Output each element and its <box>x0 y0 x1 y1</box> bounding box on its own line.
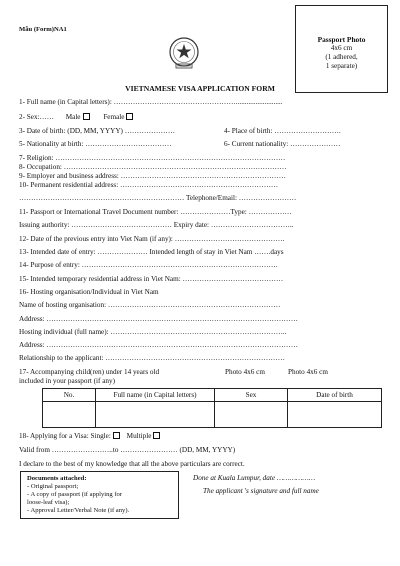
nationality-at-birth-field[interactable]: 5- Nationality at birth: ……………………………… <box>19 140 172 148</box>
signature-caption: The applicant 's signature and full name <box>203 487 319 495</box>
table-cell[interactable] <box>288 402 382 428</box>
national-emblem-icon <box>167 36 201 72</box>
residential-address-field[interactable]: 10- Permanent residential address: ………………………………………………………… <box>19 181 279 189</box>
col-header-sex: Sex <box>215 389 288 402</box>
valid-period-field[interactable]: Valid from ……………………..to …………………… (DD, MM, YYYY) <box>19 446 236 454</box>
table-cell[interactable] <box>43 402 96 428</box>
hosting-individual-address-field[interactable]: Address: …………………………………………………………………………………………… <box>19 341 298 349</box>
female-label: Female <box>103 113 125 121</box>
table-row <box>43 402 382 428</box>
single-checkbox[interactable] <box>113 432 120 439</box>
child-photo-label-1: Photo 4x6 cm <box>225 368 265 376</box>
photo-box-title: Passport Photo <box>317 35 366 44</box>
passport-photo-box <box>295 5 388 93</box>
visa-type-label: 18- Applying for a Visa: Single: <box>19 432 111 440</box>
current-nationality-field[interactable]: 6- Current nationality: ………………… <box>224 140 341 148</box>
declaration-text: I declare to the best of my knowledge that all the above particulars are correct. <box>19 460 245 468</box>
hosting-individual-field[interactable]: Hosting individual (full name): ……………………………………………………………….. <box>19 328 287 336</box>
intended-entry-field[interactable]: 13- Intended date of entry: ………………… Intended length of stay in Viet Nam …….days <box>19 248 284 256</box>
previous-entry-field[interactable]: 12- Date of the previous entry into Viet Nam (if any): ………………………………………. <box>19 235 285 243</box>
sex-label: 2- Sex:…… <box>19 113 54 121</box>
employer-field[interactable]: 9- Employer and business address: …………………………………………………………… <box>19 172 286 180</box>
child-photo-label-2: Photo 4x6 cm <box>288 368 328 376</box>
place-of-birth-field[interactable]: 4- Place of birth: ………………………. <box>224 127 341 135</box>
multiple-checkbox[interactable] <box>153 432 160 439</box>
signature-place-date[interactable]: Done at Kuala Lumpur, date ……………… <box>193 474 316 482</box>
children-table <box>42 388 382 428</box>
temporary-address-field[interactable]: 15- Intended temporary residential address in Viet Nam: …………………………………… <box>19 275 284 283</box>
purpose-of-entry-field[interactable]: 14- Purpose of entry: ………………………………………………………………………. <box>19 261 278 269</box>
telephone-email-field[interactable]: …………………………………………………………… Telephone/Email: …………………… <box>19 194 297 202</box>
passport-number-field[interactable]: 11- Passport or International Travel Document number: …………………Type: ……………… <box>19 208 292 216</box>
col-header-full-name: Full name (in Capital letters) <box>96 389 215 402</box>
male-checkbox[interactable] <box>83 113 90 120</box>
documents-title: Documents attached: <box>27 475 87 482</box>
page-title: VIETNAMESE VISA APPLICATION FORM <box>125 84 275 93</box>
sex-field <box>19 113 133 122</box>
relationship-field[interactable]: Relationship to the applicant: ………………………………………………………………… <box>19 354 285 362</box>
occupation-field[interactable]: 8- Occupation: ………………………………………………………………………………… <box>19 163 287 171</box>
photo-box-note-1: (1 adhered, <box>325 53 358 61</box>
photo-box-note-2: 1 separate) <box>325 62 358 70</box>
documents-attached-box <box>20 471 179 519</box>
female-checkbox[interactable] <box>126 113 133 120</box>
document-item: - Approval Letter/Verbal Note (if any). <box>27 507 130 514</box>
visa-type-field <box>19 432 160 441</box>
male-label: Male <box>65 113 81 121</box>
col-header-date-of-birth: Date of birth <box>288 389 382 402</box>
document-item: - Original passport; <box>27 483 79 490</box>
table-cell[interactable] <box>96 402 215 428</box>
full-name-field[interactable]: 1- Full name (in Capital letters): …………………………………………….......................... <box>19 98 283 106</box>
children-heading: 17- Accompanying child(ren) under 14 years old <box>19 368 160 376</box>
hosting-section-heading: 16- Hosting organisation/Individual in Viet Nam <box>19 288 159 296</box>
col-header-no: No. <box>43 389 96 402</box>
date-of-birth-field[interactable]: 3- Date of birth: (DD, MM, YYYY) ………………… <box>19 127 176 135</box>
table-cell[interactable] <box>215 402 288 428</box>
document-item: - A copy of passport (if applying for <box>27 491 123 498</box>
hosting-organisation-address-field[interactable]: Address: …………………………………………………………………………………………… <box>19 315 298 323</box>
issuing-authority-field[interactable]: Issuing authority: …………………………………… Expiry date: …………………………….. <box>19 221 294 229</box>
children-subheading: included in your passport (if any) <box>19 377 116 385</box>
hosting-organisation-field[interactable]: Name of hosting organisation: ……………………………………………………………… <box>19 301 281 309</box>
photo-box-size: 4x6 cm <box>330 44 353 52</box>
document-item: loose-leaf visa); <box>27 499 70 506</box>
form-code: Mẫu (Form)NA1 <box>19 26 67 33</box>
religion-field[interactable]: 7- Religion: …………………………………………………………………………………… <box>19 154 286 162</box>
multiple-label: Multiple <box>126 432 152 440</box>
